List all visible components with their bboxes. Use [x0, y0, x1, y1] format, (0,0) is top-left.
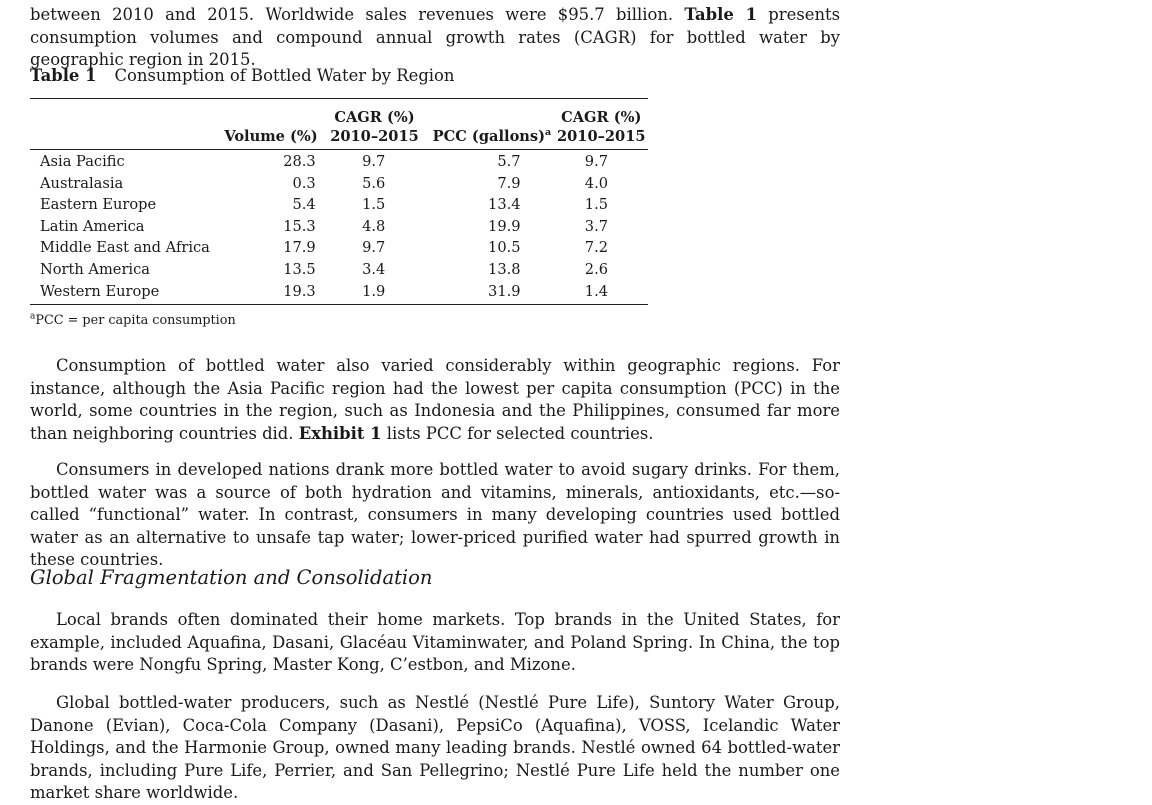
table-caption — [30, 66, 454, 85]
cell-volume: 15.3 — [283, 217, 316, 235]
table-row — [30, 281, 648, 305]
cell-pcc: 19.9 — [488, 217, 521, 235]
cell-pcc: 10.5 — [488, 239, 521, 257]
section-heading: Global Fragmentation and Consolidation — [30, 566, 433, 589]
table-footnote — [30, 313, 236, 328]
intro-text-2: presents consumption volumes and compound annual growth rates (CAGR) for bottled water by geographic region in 2015. — [30, 5, 840, 70]
paragraph-regional-variation — [30, 355, 840, 445]
paragraph-developed-nations: Consumers in developed nations drank more bottled water to avoid sugary drinks. For them, bottled water was a source of both hydration and vitamins, minerals, antioxidants, etc.—so-called “functional” water. In contrast, consumers in many developing countries used bottled water as an alternative to unsafe tap water; lower-priced purified water had spurred growth in these countries. — [30, 460, 840, 570]
intro-text-1: between 2010 and 2015. Worldwide sales revenues were $95.7 billion. — [30, 5, 685, 24]
cell-cagr-volume: 4.8 — [362, 217, 386, 235]
table-row — [30, 259, 648, 281]
header-cagr-pcc: CAGR (%) 2010–2015 — [555, 99, 648, 150]
cell-cagr-pcc: 7.2 — [584, 239, 608, 257]
cell-pcc: 7.9 — [497, 174, 521, 192]
header-region — [30, 99, 224, 150]
cell-volume: 19.3 — [283, 282, 316, 300]
cell-volume: 28.3 — [283, 153, 316, 170]
cell-volume: 0.3 — [292, 174, 316, 192]
cell-cagr-pcc: 9.7 — [584, 153, 608, 170]
cell-cagr-pcc: 1.4 — [584, 282, 608, 300]
header-cagr-volume: CAGR (%) 2010–2015 — [320, 99, 430, 150]
table-row — [30, 216, 648, 238]
pcc-footnote-marker: a — [545, 127, 552, 139]
cell-cagr-volume: 5.6 — [362, 174, 386, 192]
table-row — [30, 150, 648, 173]
cell-cagr-volume: 1.5 — [362, 196, 386, 214]
table-header-row — [30, 99, 648, 150]
paragraph-global-producers: Global bottled-water producers, such as Nestlé (Nestlé Pure Life), Suntory Water Group, Danone (Evian), Coca-Cola Company (Dasani), PepsiCo (Aquafina), VOSS, Icelandic Water Holdings, and the Harmonie Group, owned many leading brands. Nestlé owned 64 bottled-water brands, including Pure Life, Perrier, and San Pellegrino; Nestlé Pure Life held the number one market share worldwide. — [30, 693, 840, 803]
footnote-marker: a — [30, 311, 36, 322]
cell-region: Eastern Europe — [40, 196, 157, 214]
cell-cagr-pcc: 3.7 — [584, 217, 608, 235]
cell-pcc: 5.7 — [497, 153, 521, 170]
intro-paragraph — [30, 4, 840, 72]
cell-volume: 17.9 — [283, 239, 316, 257]
cell-cagr-pcc: 1.5 — [584, 196, 608, 214]
para1-text-1: Consumption of bottled water also varied considerably within geographic regions. For instance, although the Asia Pacific region had the lowest per capita consumption (PCC) in the world, some countries in the region, such as Indonesia and the Philippines, consumed far more than neighboring countries did. — [30, 356, 840, 443]
table-caption-title: Consumption of Bottled Water by Region — [114, 66, 455, 85]
cell-volume: 13.5 — [283, 260, 316, 278]
para1-text-2: lists PCC for selected countries. — [381, 423, 654, 443]
header-volume: Volume (%) — [224, 99, 319, 150]
cell-region: Australasia — [40, 174, 124, 192]
cell-pcc: 13.8 — [488, 260, 521, 278]
paragraph-local-brands: Local brands often dominated their home markets. Top brands in the United States, for example, included Aquafina, Dasani, Glacéau Vitaminwater, and Poland Spring. In China, the top brands were Nongfu Spring, Master Kong, C’estbon, and Mizone. — [30, 610, 840, 675]
table-caption-label: Table 1 — [30, 66, 97, 85]
cell-cagr-volume: 3.4 — [362, 260, 386, 278]
cell-cagr-pcc: 2.6 — [584, 260, 608, 278]
consumption-table — [30, 98, 648, 305]
exhibit-reference: Exhibit 1 — [298, 423, 382, 443]
cell-region: Middle East and Africa — [40, 239, 210, 257]
cell-region: North America — [40, 260, 150, 278]
cell-pcc: 13.4 — [488, 196, 521, 214]
table-row — [30, 237, 648, 259]
intro-table-reference: Table 1 — [684, 5, 757, 24]
cell-pcc: 31.9 — [488, 282, 521, 300]
cell-cagr-volume: 9.7 — [362, 239, 386, 257]
cell-region: Asia Pacific — [40, 153, 125, 170]
cell-region: Western Europe — [40, 282, 160, 300]
footnote-text: PCC = per capita consumption — [35, 313, 236, 328]
cell-cagr-volume: 9.7 — [362, 153, 386, 170]
consumption-table-wrapper — [30, 98, 648, 305]
header-pcc: PCC (gallons)$^a$ — [429, 99, 554, 150]
cell-region: Latin America — [40, 217, 145, 235]
cell-cagr-volume: 1.9 — [362, 282, 386, 300]
cell-cagr-pcc: 4.0 — [584, 174, 608, 192]
table-row — [30, 173, 648, 195]
cell-volume: 5.4 — [292, 196, 316, 214]
table-row — [30, 194, 648, 216]
